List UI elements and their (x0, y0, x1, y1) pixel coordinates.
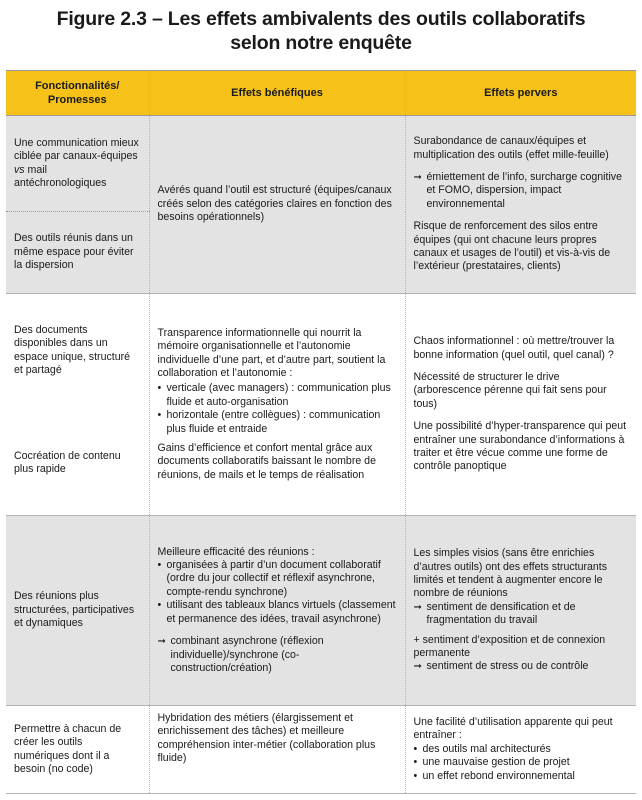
promise-vs: vs (14, 163, 25, 176)
figure-title-line-1: Figure 2.3 – Les effets ambivalents des outils collaboratifs (56, 8, 586, 30)
table-row (6, 516, 636, 706)
list-item: • utilisant des tableaux blancs virtuels (classement et permanence des idées, travail asynchrone) (158, 599, 397, 626)
list-item: • horizontale (entre collègues) : communication plus fluide et entraide (158, 409, 397, 436)
list-item: • des outils mal architecturés (414, 743, 629, 756)
benefit-cell (149, 294, 405, 516)
benefit-arrow-item: ➞ combinant asynchrone (réflexion individuelle)/synchrone (co-construction/création) (158, 635, 397, 675)
header-benefits: Effets bénéfiques (149, 71, 405, 116)
promise-text: Cocréation de contenu plus rapide (14, 449, 121, 476)
promise-text: Des réunions plus structurées, participatives et dynamiques (14, 590, 135, 630)
perverse-text: Risque de renforcement des silos entre équipes (qui ont chacune leurs propres canaux et usages de l’outil) et vis-à-vis de l’extérieur (prestataires, clients) (413, 220, 611, 273)
list-item: • une mauvaise gestion de projet (414, 756, 629, 769)
benefit-list (158, 382, 397, 436)
perverse-cell (405, 516, 636, 706)
perverse-cell (405, 294, 636, 516)
perverse-text: Les simples visios (sans être enrichies d’autres outils) ont des effets structurants limités et tendent à augmenter encore le nombre de réunions (413, 547, 608, 600)
promise-cell (6, 294, 149, 516)
perverse-text: Une facilité d’utilisation apparente qui peut entraîner : (413, 715, 613, 742)
promise-text: Permettre à chacun de créer les outils numériques dont il a besoin (no code) (14, 722, 122, 775)
perverse-cell (405, 116, 636, 294)
header-promises: Fonctionnalités/ Promesses (6, 71, 149, 116)
benefit-text: Avérés quand l’outil est structuré (équipes/canaux créés selon des catégories claires en fonction des besoins opérationnels) (157, 184, 392, 224)
list-item: • verticale (avec managers) : communication plus fluide et auto-organisation (158, 382, 397, 409)
benefit-text: Meilleure efficacité des réunions : (157, 545, 315, 558)
table-header-row (6, 71, 636, 116)
benefit-cell (149, 116, 405, 294)
promise-text: Des outils réunis dans un même espace pour éviter la dispersion (14, 232, 134, 272)
promise-cell (6, 116, 149, 212)
perverse-text: + sentiment d’exposition et de connexion permanente (413, 633, 606, 660)
perverse-text: Une possibilité d’hyper-transparence qui peut entraîner une surabondance d’informations à traiter et être vécue comme une forme de contrôle panoptique (413, 420, 627, 473)
list-item: • un effet rebond environnemental (414, 770, 629, 783)
table-row (6, 294, 636, 516)
benefit-text: Gains d’efficience et confort mental grâce aux documents collaboratifs baissant le nombre de réunions, de mails et le temps de réalisation (157, 442, 376, 481)
perverse-cell (405, 706, 636, 794)
benefit-list (158, 559, 397, 626)
benefit-text: Transparence informationnelle qui nourrit la mémoire organisationnelle et l’autonomie individuelle d’une part, et d’autre part, soutient la collaboration et l’autonomie : (157, 326, 386, 379)
figure-title-line-2: selon notre enquête (230, 32, 412, 54)
promise-text: Une communication mieux ciblée par canaux-équipes (14, 136, 139, 163)
benefit-cell (149, 516, 405, 706)
perverse-arrow-item: ➞ sentiment de densification et de fragmentation du travail (414, 601, 629, 628)
promise-text: mail antéchronologiques (14, 163, 107, 189)
benefit-cell (149, 706, 405, 794)
promise-text: Des documents disponibles dans un espace unique, structuré et partagé (14, 324, 131, 377)
effects-table (6, 70, 636, 794)
table-row (6, 706, 636, 794)
list-item: • organisées à partir d’un document collaboratif (ordre du jour collectif et réflexif asynchrone, compte-rendu synchrone) (158, 559, 397, 599)
figure-title (0, 0, 642, 54)
perverse-list (414, 743, 629, 783)
perverse-text: Chaos informationnel : où mettre/trouver la bonne information (quel outil, quel canal) ? (413, 335, 615, 361)
perverse-arrow-item: ➞ émiettement de l’info, surcharge cognitive et FOMO, dispersion, impact environnemental (414, 171, 629, 211)
table-row (6, 116, 636, 212)
perverse-arrow-item: ➞ sentiment de stress ou de contrôle (414, 660, 629, 673)
perverse-text: Nécessité de structurer le drive (arborescence pérenne qui fait sens pour tous) (413, 370, 607, 410)
header-perverse: Effets pervers (405, 71, 636, 116)
promise-cell (6, 212, 149, 294)
promise-cell (6, 706, 149, 794)
benefit-text: Hybridation des métiers (élargissement et enrichissement des tâches) et meilleure compréhension inter-métier (collaboration plus fluide) (157, 712, 376, 765)
perverse-text: Surabondance de canaux/équipes et multiplication des outils (effet mille-feuille) (413, 135, 609, 161)
promise-cell (6, 516, 149, 706)
